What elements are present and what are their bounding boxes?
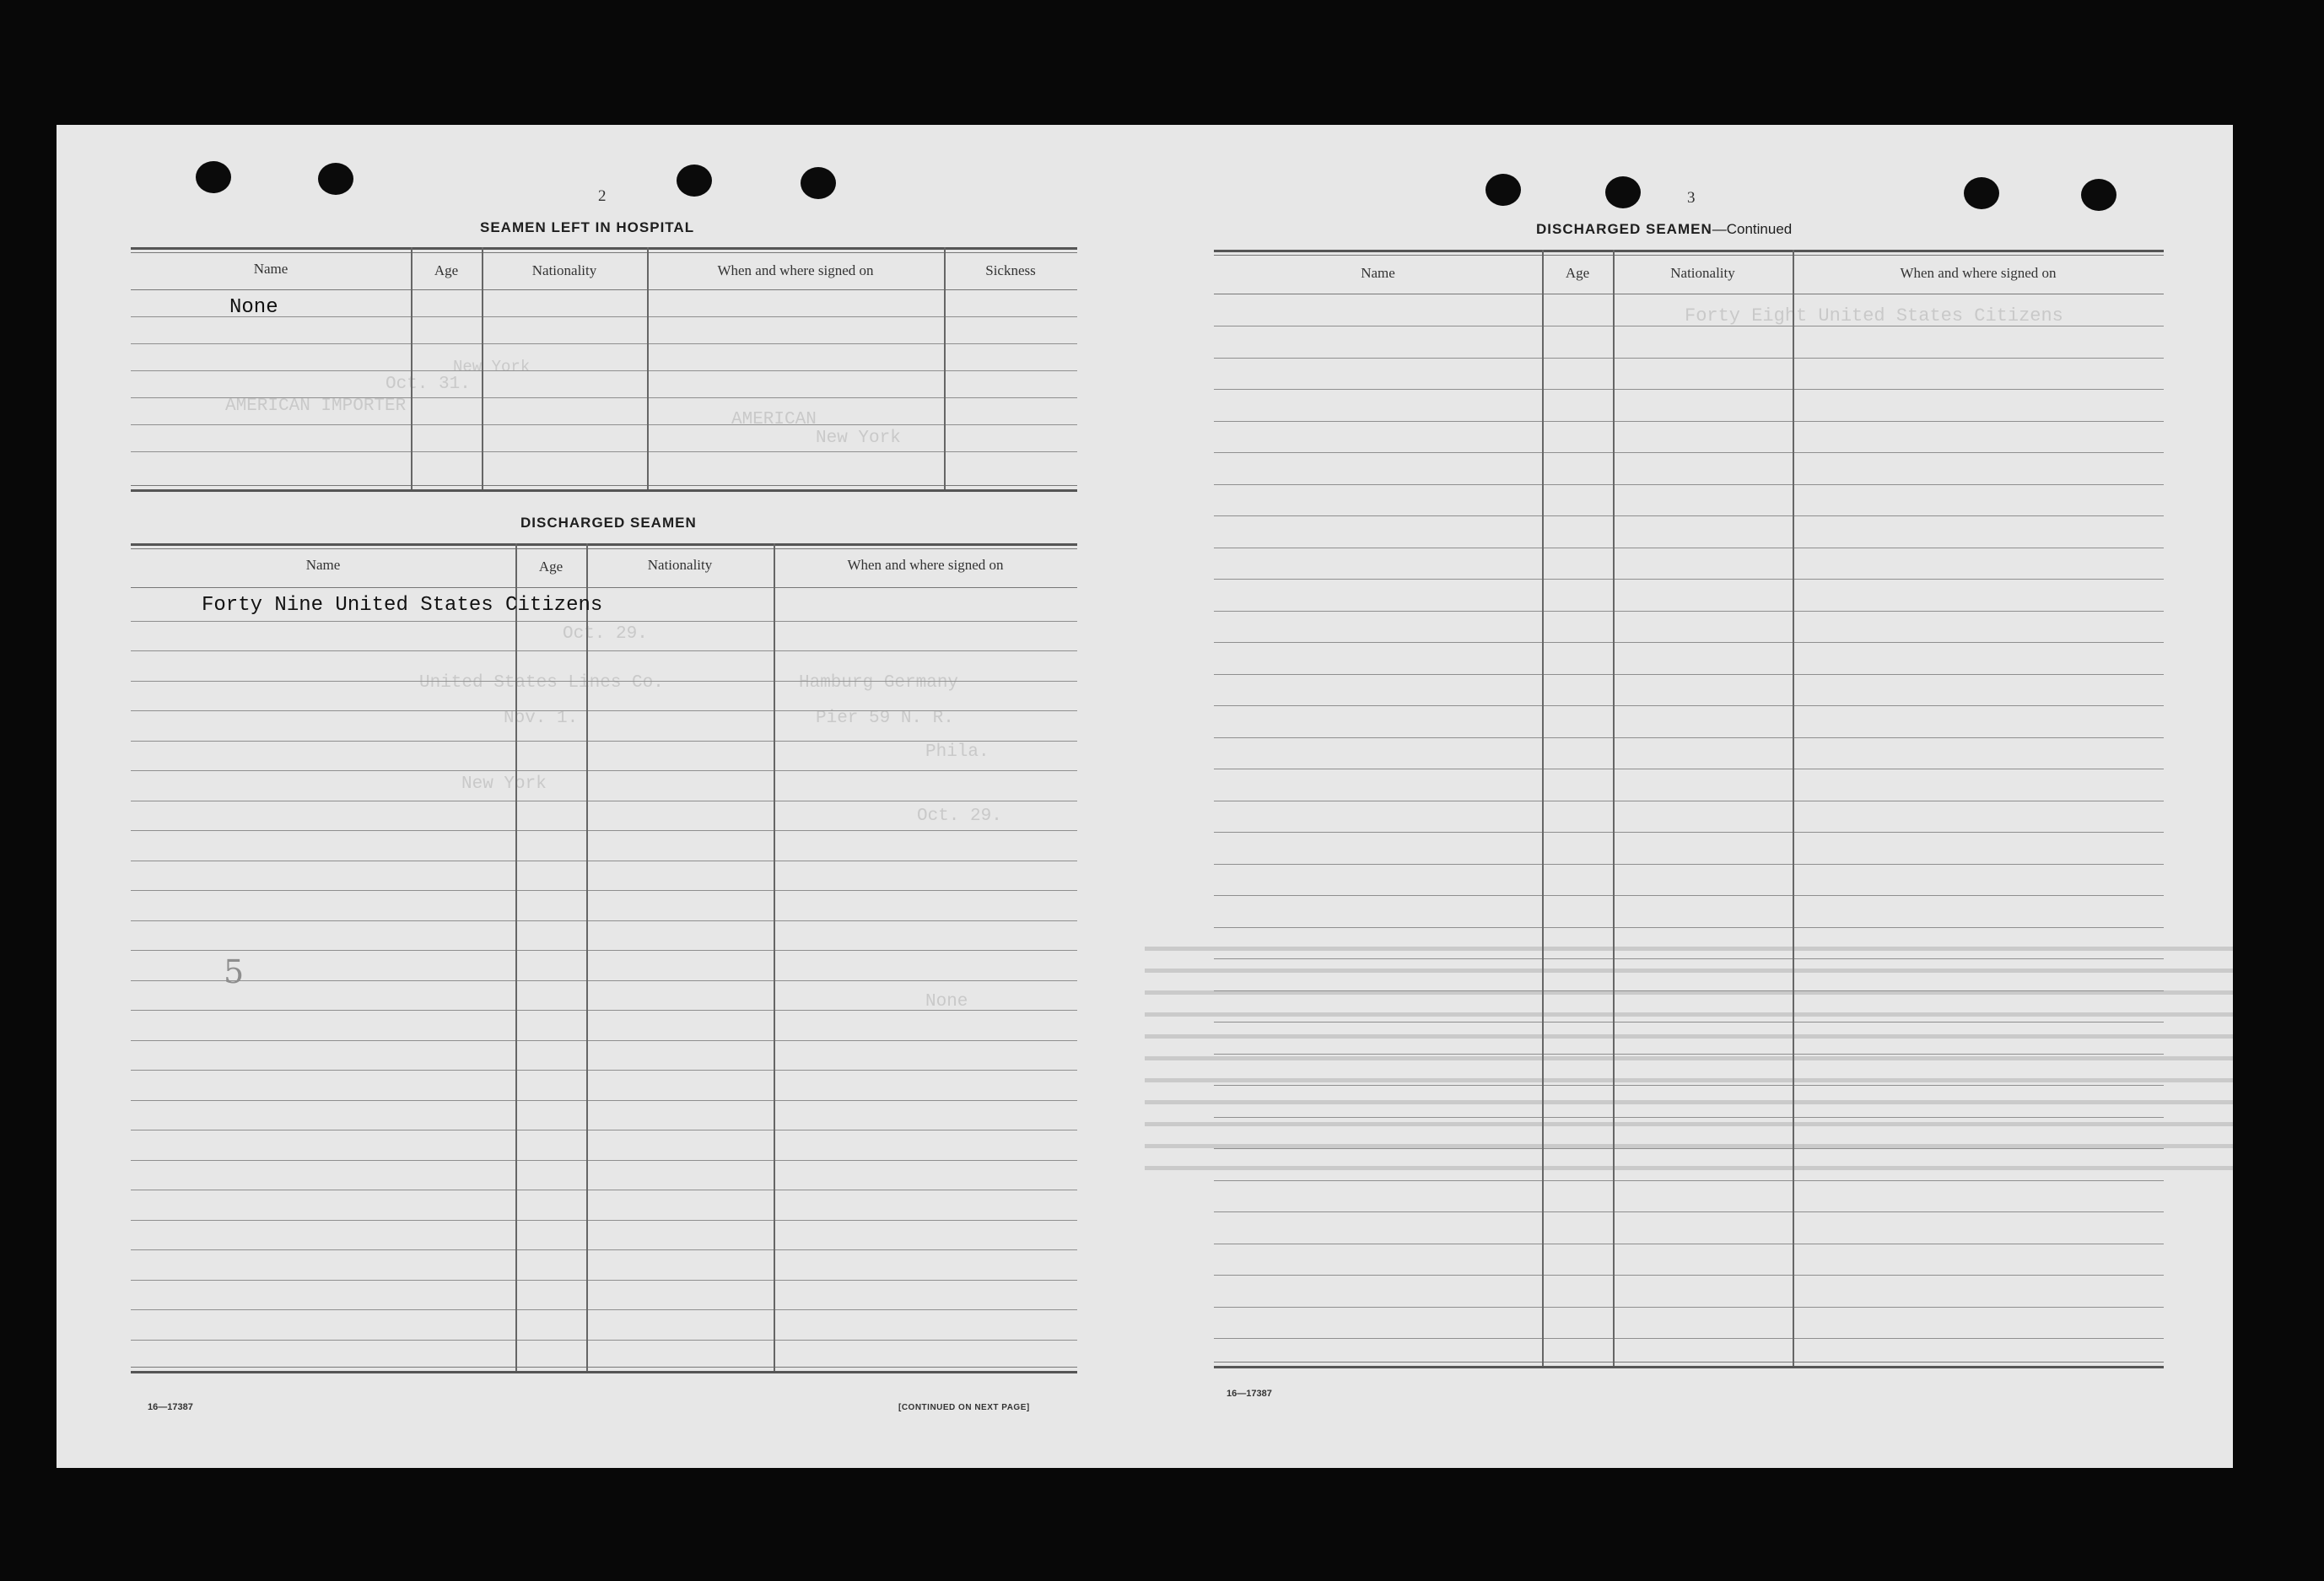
column-header-sickness: Sickness [985, 262, 1036, 278]
show-through-text: Nov. 1. [504, 709, 579, 728]
hospital-table [131, 247, 1077, 492]
column-header-signed-on: When and where signed on [717, 262, 874, 278]
form-number: 16—17387 [148, 1402, 193, 1412]
page-number: 2 [598, 187, 607, 205]
section-title-discharged: DISCHARGED SEAMEN [520, 515, 697, 531]
show-through-text: Phila. [925, 742, 989, 762]
page-number: 3 [1687, 189, 1696, 207]
column-header-signed-on: When and where signed on [1900, 265, 2057, 281]
section-title-hospital: SEAMEN LEFT IN HOSPITAL [480, 219, 695, 235]
column-header-age: Age [434, 262, 459, 278]
column-header-nationality: Nationality [531, 262, 597, 278]
show-through-text: Oct. 31. [386, 375, 471, 394]
show-through-text: Pier 59 N. R. [816, 709, 954, 728]
punch-hole [318, 163, 353, 195]
column-header-name: Name [1361, 265, 1395, 281]
show-through-text: New York [461, 774, 547, 794]
show-through-text: New York [453, 358, 531, 376]
show-through-text: United States Lines Co. [419, 673, 664, 693]
section-title-suffix: —Continued [1712, 221, 1793, 237]
discharged-table [131, 543, 1077, 1390]
show-through-text: Oct. 29. [917, 807, 1002, 826]
continued-note: [CONTINUED ON NEXT PAGE] [898, 1403, 1030, 1412]
punch-hole [801, 167, 836, 199]
punch-hole [677, 165, 712, 197]
show-through-text: None [925, 992, 968, 1012]
handwritten-mark: 5 [224, 953, 245, 990]
column-header-age: Age [538, 558, 563, 575]
right-page [1145, 125, 2233, 1468]
punch-hole [1486, 174, 1521, 206]
hospital-entry: None [229, 296, 278, 319]
punch-hole [196, 161, 231, 193]
column-header-nationality: Nationality [647, 557, 713, 573]
section-title-text: DISCHARGED SEAMEN [1536, 221, 1712, 237]
column-header-nationality: Nationality [1670, 265, 1735, 281]
punch-hole [1605, 176, 1641, 208]
show-through-text: Forty Eight United States Citizens [1685, 305, 2063, 326]
column-header-name: Name [305, 557, 341, 573]
section-title-discharged-continued [1536, 221, 1792, 238]
show-through-text: Oct. 29. [563, 624, 648, 644]
show-through-text: Hamburg Germany [799, 673, 959, 693]
discharged-entry: Forty Nine United States Citizens [202, 594, 603, 617]
form-number: 16—17387 [1227, 1389, 1272, 1399]
column-header-name: Name [253, 261, 288, 277]
show-through-text: New York [816, 429, 901, 448]
discharged-continued-table [1214, 250, 2164, 1380]
left-page [57, 125, 1145, 1468]
column-header-signed-on: When and where signed on [847, 557, 1004, 573]
document-sheet [57, 125, 2233, 1468]
punch-hole [2081, 179, 2116, 211]
column-header-age: Age [1565, 265, 1590, 281]
show-through-text: AMERICAN IMPORTER [225, 397, 407, 416]
show-through-text: AMERICAN [731, 410, 817, 429]
punch-hole [1964, 177, 1999, 209]
